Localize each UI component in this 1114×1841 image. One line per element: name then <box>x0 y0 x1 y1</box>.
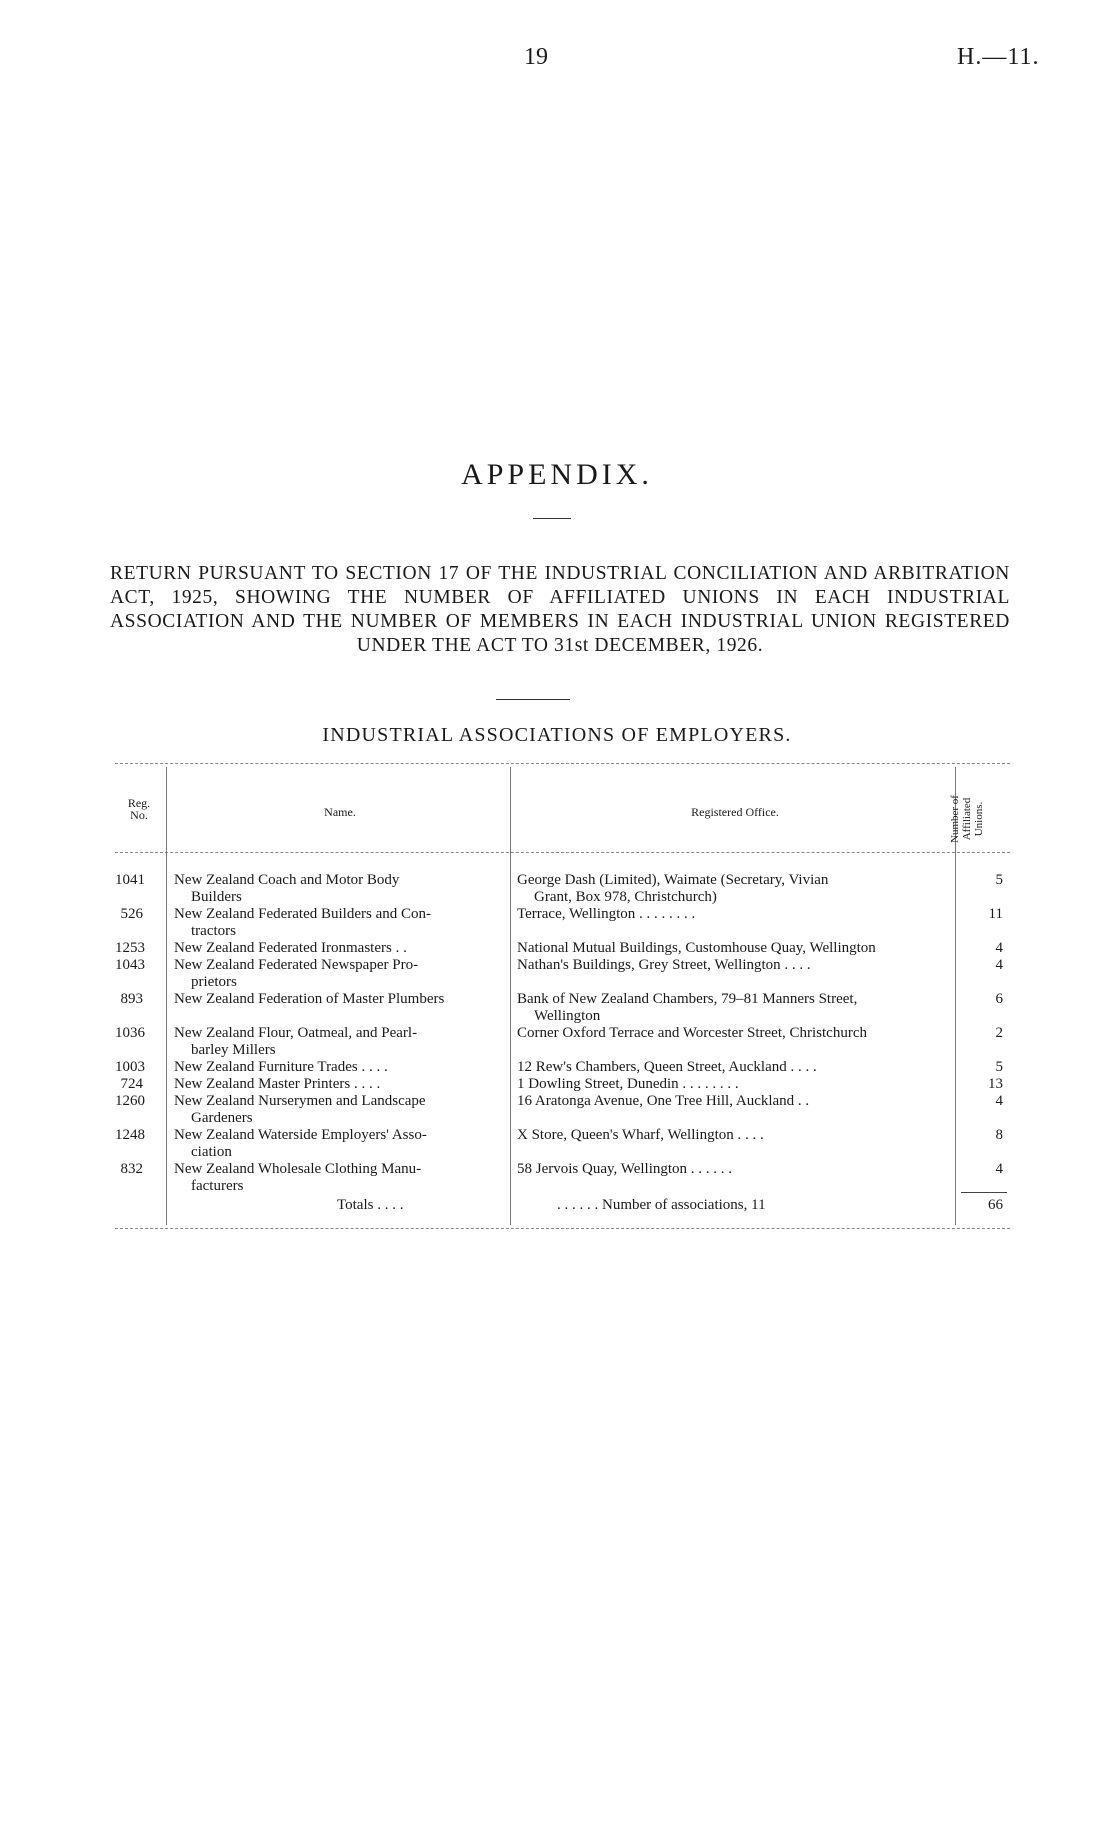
totals-label: Totals . . . . <box>337 1197 404 1213</box>
document-reference: H.—11. <box>957 44 1040 70</box>
association-name: New Zealand Furniture Trades . . . . <box>174 1059 388 1075</box>
divider <box>533 518 571 519</box>
affiliated-unions: 8 <box>995 1127 1003 1143</box>
registered-office: Corner Oxford Terrace and Worcester Street, Christchurch <box>517 1025 867 1041</box>
appendix-title: APPENDIX. <box>461 458 653 491</box>
affiliated-unions: 4 <box>995 1093 1003 1109</box>
registered-office: 1 Dowling Street, Dunedin . . . . . . . . <box>517 1076 739 1092</box>
reg-number: 893 <box>120 991 143 1007</box>
header-registered-office: Registered Office. <box>691 805 779 819</box>
table-top-rule <box>115 763 1010 764</box>
header-bottom-rule <box>115 852 1010 853</box>
registered-office: 58 Jervois Quay, Wellington . . . . . . <box>517 1161 733 1177</box>
association-name: New Zealand Federated Ironmasters . . <box>174 940 407 956</box>
reg-number: 1248 <box>115 1127 145 1143</box>
affiliated-unions: 11 <box>988 906 1003 922</box>
reg-number: 1003 <box>115 1059 145 1075</box>
affiliated-unions: 5 <box>995 872 1003 888</box>
reg-number: 832 <box>120 1161 143 1177</box>
association-name: New Zealand Federation of Master Plumbers <box>174 991 445 1007</box>
association-name: New Zealand Coach and Motor Body Builders <box>174 872 400 905</box>
registered-office: 12 Rew's Chambers, Queen Street, Auckland . . . . <box>517 1059 817 1075</box>
totals-number: 66 <box>988 1197 1003 1213</box>
association-name: New Zealand Flour, Oatmeal, and Pearl- barley Millers <box>174 1025 418 1058</box>
registered-office: Terrace, Wellington . . . . . . . . <box>517 906 696 922</box>
association-name: New Zealand Waterside Employers' Asso- ciation <box>174 1127 427 1160</box>
divider <box>496 699 570 700</box>
registered-office: X Store, Queen's Wharf, Wellington . . . . <box>517 1127 764 1143</box>
page-number: 19 <box>524 44 548 70</box>
registered-office: Nathan's Buildings, Grey Street, Wellington . . . . <box>517 957 811 973</box>
registered-office: National Mutual Buildings, Customhouse Quay, Wellington <box>517 940 876 956</box>
reg-number: 1043 <box>115 957 145 973</box>
association-name: New Zealand Master Printers . . . . <box>174 1076 381 1092</box>
section-title: INDUSTRIAL ASSOCIATIONS OF EMPLOYERS. <box>322 724 792 746</box>
column-divider <box>166 767 167 1225</box>
table-bottom-rule <box>115 1228 1010 1229</box>
affiliated-unions: 4 <box>995 957 1003 973</box>
totals-office-text: . . . . . . Number of associations, 11 <box>557 1197 766 1213</box>
association-name: New Zealand Wholesale Clothing Manu- facturers <box>174 1161 422 1194</box>
header-name: Name. <box>324 805 356 819</box>
associations-table <box>115 763 1010 1231</box>
affiliated-unions: 2 <box>995 1025 1003 1041</box>
association-name: New Zealand Nurserymen and Landscape Gardeners <box>174 1093 426 1126</box>
reg-number: 1260 <box>115 1093 145 1109</box>
registered-office: Bank of New Zealand Chambers, 79–81 Manners Street, Wellington <box>517 991 858 1024</box>
registered-office: George Dash (Limited), Waimate (Secretary, Vivian Grant, Box 978, Christchurch) <box>517 872 829 905</box>
reg-number: 1036 <box>115 1025 145 1041</box>
reg-number: 526 <box>120 906 143 922</box>
association-name: New Zealand Federated Builders and Con- tractors <box>174 906 431 939</box>
affiliated-unions: 5 <box>995 1059 1003 1075</box>
reg-number: 1041 <box>115 872 145 888</box>
return-title: RETURN PURSUANT TO SECTION 17 OF THE INDUSTRIAL CONCILIATION AND ARBITRATION ACT, 1925, SHOWING THE NUMBER OF AFFILIATED UNIONS IN EACH INDUSTRIAL ASSOCIATION AND THE NUMBER OF MEMBERS IN EACH INDUSTRIAL UNION REGISTERED UNDER THE ACT TO 31st DECEMBER, 1926. <box>110 563 1010 656</box>
header-reg-no: Reg. No. <box>127 796 151 822</box>
affiliated-unions: 6 <box>995 991 1003 1007</box>
totals-rule <box>961 1192 1007 1193</box>
affiliated-unions: 4 <box>995 940 1003 956</box>
association-name: New Zealand Federated Newspaper Pro- prietors <box>174 957 419 990</box>
reg-number: 1253 <box>115 940 145 956</box>
registered-office: 16 Aratonga Avenue, One Tree Hill, Auckland . . <box>517 1093 810 1109</box>
affiliated-unions: 4 <box>995 1161 1003 1177</box>
reg-number: 724 <box>120 1076 143 1092</box>
header-number-affiliated: Number of Affiliated Unions. <box>949 795 985 843</box>
affiliated-unions: 13 <box>988 1076 1003 1092</box>
